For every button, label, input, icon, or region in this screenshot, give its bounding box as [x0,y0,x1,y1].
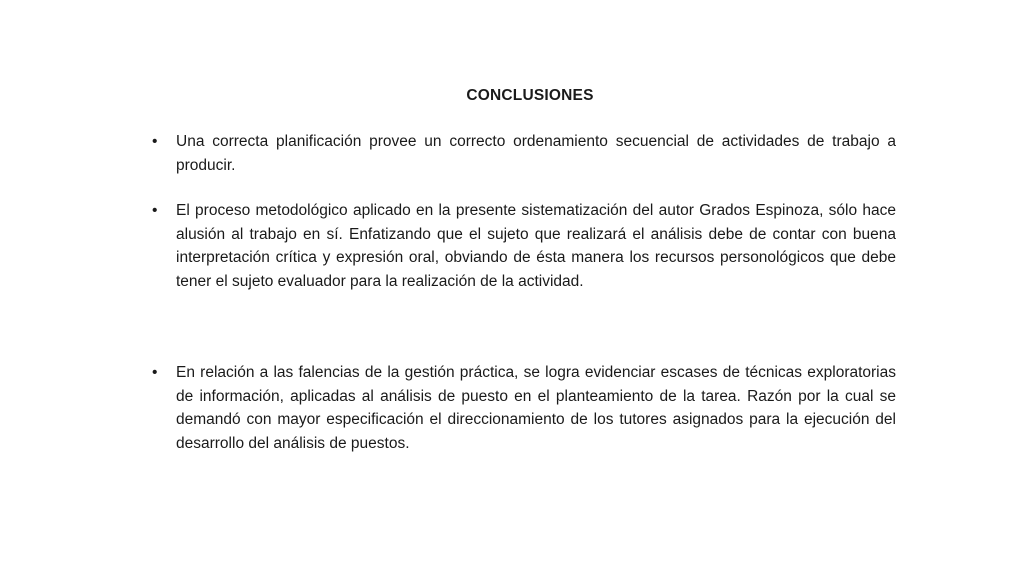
bullet-text: Una correcta planificación provee un correcto ordenamiento secuencial de actividades de trabajo a producir. [176,133,896,174]
bullet-item [150,130,896,177]
bullet-icon: • [152,133,158,150]
bullet-item [150,199,896,293]
bullet-icon: • [152,364,158,381]
bullet-list-1 [150,130,896,177]
bullet-item [150,361,896,455]
bullet-icon: • [152,202,158,219]
bullet-text: El proceso metodológico aplicado en la presente sistematización del autor Grados Espinoza, sólo hace alusión al trabajo en sí. Enfatizando que el sujeto que realizará el análisis debe de contar con buena interpretación crítica y expresión oral, obviando de ésta manera los recursos personológicos que debe tener el sujeto evaluador para la realización de la actividad. [176,202,896,290]
bullet-list-2 [150,199,896,293]
bullet-text: En relación a las falencias de la gestión práctica, se logra evidenciar escases de técnicas exploratorias de información, aplicadas al análisis de puesto en el planteamiento de la tarea. Razón por la cual se demandó con mayor especificación el direccionamiento de los tutores asignados para la ejecución del desarrollo del análisis de puestos. [176,364,896,452]
bullet-list-3 [150,361,896,455]
slide-title: CONCLUSIONES [466,87,594,104]
